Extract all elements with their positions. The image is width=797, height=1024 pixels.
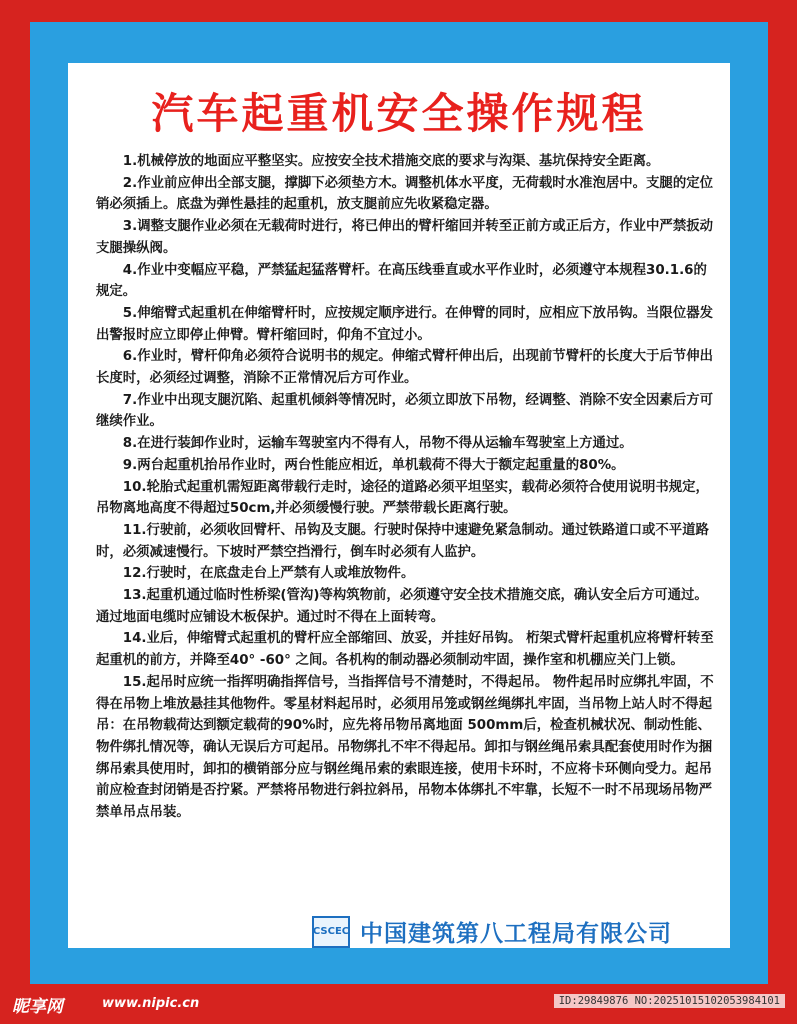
- rule-6: 6.作业时，臂杆仰角必须符合说明书的规定。伸缩式臂杆伸出后，出现前节臂杆的长度大于后节伸出长度时，必须经过调整，消除不正常情况后方可作业。: [96, 349, 713, 387]
- watermark-id: ID:29849876 NO:20251015102053984101: [554, 994, 785, 1008]
- watermark-url: www.nipic.cn: [102, 996, 200, 1011]
- cscec-logo-icon: CSCEC: [312, 916, 350, 948]
- company-signature: [312, 915, 672, 948]
- rule-11: 11.行驶前，必须收回臂杆、吊钩及支腿。行驶时保持中速避免紧急制动。通过铁路道口或不平道路时，必须减速慢行。下坡时严禁空挡滑行，倒车时必须有人监护。: [96, 522, 709, 560]
- rule-14: 14.业后，伸缩臂式起重机的臂杆应全部缩回、放妥，并挂好吊钩。 桁架式臂杆起重机应将臂杆转至起重机的前方，并降至40° -60° 之间。各机构的制动器必须制动牢固，操作室和机棚应关门上锁。: [96, 631, 714, 669]
- rule-2: 2.作业前应伸出全部支腿，撑脚下必须垫方木。调整机体水平度，无荷载时水准泡居中。支腿的定位销必须插上。底盘为弹性悬挂的起重机，放支腿前应先收紧稳定器。: [96, 175, 713, 213]
- company-name: 中国建筑第八工程局有限公司: [360, 921, 672, 947]
- rule-1: 1.机械停放的地面应平整坚实。应按安全技术措施交底的要求与沟渠、基坑保持安全距离。: [122, 154, 660, 169]
- rules-list: [96, 151, 714, 824]
- rule-4: 4.作业中变幅应平稳，严禁猛起猛落臂杆。在高压线垂直或水平作业时，必须遵守本规程30.1.6的规定。: [96, 262, 707, 300]
- rule-3: 3.调整支腿作业必须在无载荷时进行，将已伸出的臂杆缩回并转至正前方或正后方，作业中严禁扳动支腿操纵阀。: [96, 219, 713, 256]
- rule-7: 7.作业中出现支腿沉陷、起重机倾斜等情况时，必须立即放下吊物，经调整、消除不安全因素后方可继续作业。: [96, 392, 713, 430]
- rule-13: 13.起重机通过临时性桥梁(管沟)等构筑物前，必须遵守安全技术措施交底，确认安全后方可通过。通过地面电缆时应铺设木板保护。通过时不得在上面转弯。: [96, 588, 708, 625]
- notice-panel: [68, 63, 730, 948]
- rule-9: 9.两台起重机抬吊作业时，两台性能应相近，单机载荷不得大于额定起重量的80%。: [122, 457, 625, 473]
- rule-5: 5.伸缩臂式起重机在伸缩臂杆时，应按规定顺序进行。在伸臂的同时，应相应下放吊钩。当限位器发出警报时应立即停止伸臂。臂杆缩回时，仰角不宜过小。: [96, 305, 713, 343]
- rule-8: 8.在进行装卸作业时，运输车驾驶室内不得有人，吊物不得从运输车驾驶室上方通过。: [122, 436, 633, 452]
- watermark-bar: [0, 986, 797, 1024]
- watermark-site: 昵享网: [12, 997, 63, 1017]
- rule-15: 15.起吊时应统一指挥明确指挥信号，当指挥信号不清楚时，不得起吊。 物件起吊时应绑扎牢固，不得在吊物上堆放悬挂其他物件。零星材料起吊时，必须用吊笼或钢丝绳绑扎牢固，当吊物上站人时不得起吊：在吊物载荷达到额定载荷的90%时，应先将吊物吊离地面 500mm后，检查机械状况、制动性能、物件绑扎情况等，确认无误后方可起吊。吊物绑扎不牢不得起吊。卸扣与钢丝绳吊索具配套使用时作为捆绑吊索具使用时，卸扣的横销部分应与钢丝绳吊索的索眼连接，使用卡环时，不应将卡环侧向受力。起吊前应检查封闭销是否拧紧。严禁将吊物进行斜拉斜吊，吊物本体绑扎不牢靠，长短不一时不吊现场吊物严禁单吊点吊装。: [96, 674, 714, 821]
- page-title: 汽车起重机安全操作规程: [151, 89, 647, 138]
- rule-12: 12.行驶时，在底盘走台上严禁有人或堆放物件。: [122, 566, 415, 582]
- rule-10: 10.轮胎式起重机需短距离带载行走时，途径的道路必须平坦坚实，载荷必须符合使用说明书规定，吊物离地高度不得超过50cm,并必须缓慢行驶。严禁带载长距离行驶。: [96, 479, 709, 517]
